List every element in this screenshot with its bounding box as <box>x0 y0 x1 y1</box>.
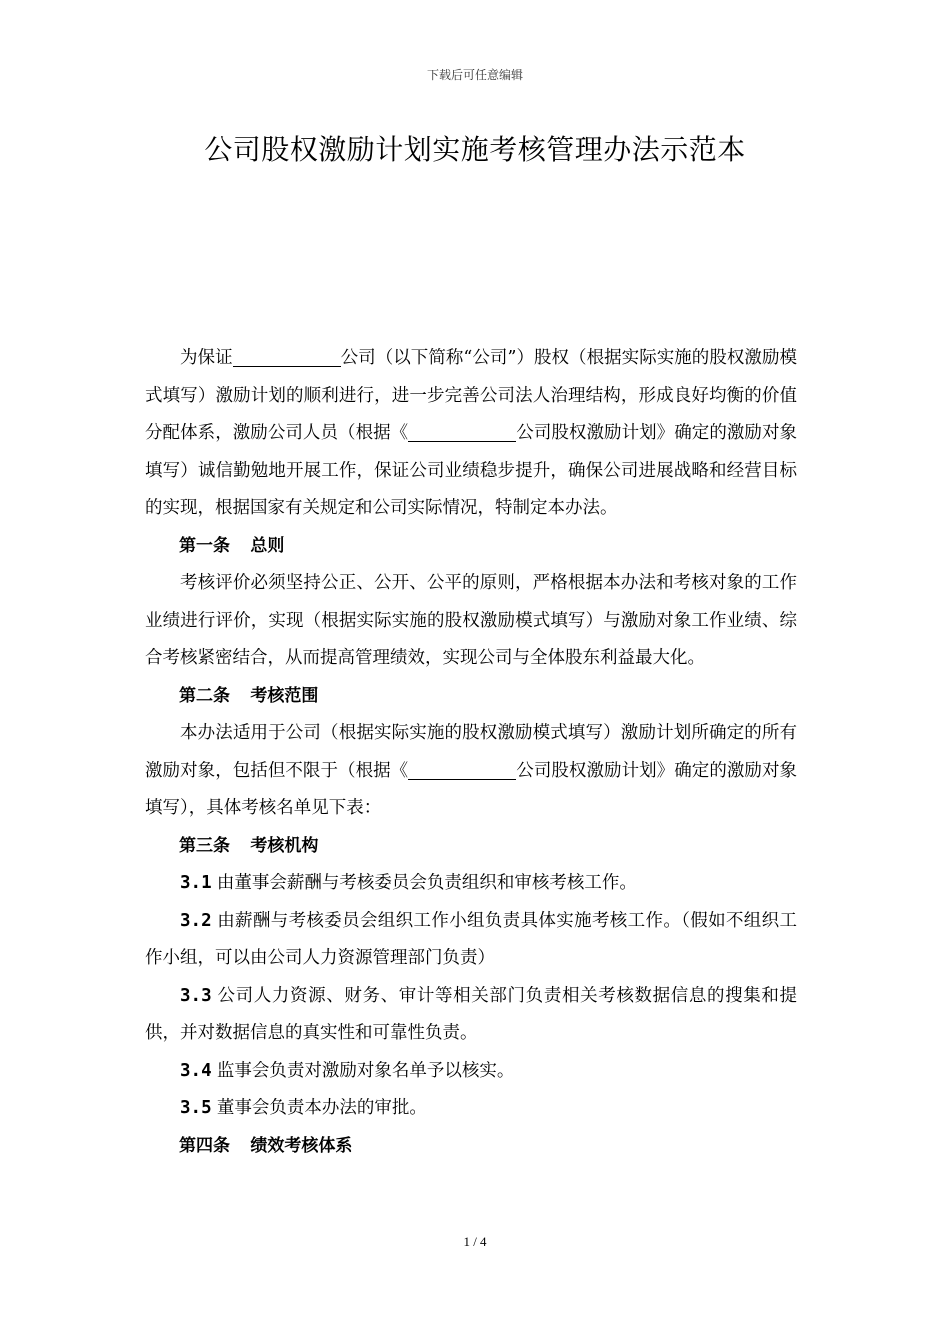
article-3-item-text: 董事会负责本办法的审批。 <box>216 1098 427 1118</box>
article-1-label: 第一条 <box>179 535 230 556</box>
article-3-item-number: 3.3 <box>180 985 212 1006</box>
article-4-heading <box>145 1128 797 1166</box>
article-3-heading <box>145 828 797 866</box>
article-3-item-text: 公司人力资源、财务、审计等相关部门负责相关考核数据信息的搜集和提供，并对数据信息的真实性和可靠性负责。 <box>145 985 797 1043</box>
document-body <box>145 340 797 1165</box>
article-4-label: 第四条 <box>179 1135 230 1156</box>
article-3-item-text: 监事会负责对激励对象名单予以核实。 <box>216 1060 515 1081</box>
article-3-item <box>145 1090 797 1128</box>
page-number: 1 / 4 <box>463 1234 487 1249</box>
company-name-blank <box>233 347 341 367</box>
article-2-text-1: 本办法适用于公司（根据实际实施的股权激励模式填写）激励计划所确定的所有激励对象，包括但不限于（根据《 <box>145 723 797 781</box>
article-3-item <box>145 978 797 1053</box>
article-4-title: 绩效考核体系 <box>250 1135 353 1156</box>
article-3-item <box>145 865 797 903</box>
intro-text-2: 公司（以下简称“公司”）股权（根据实际实施的股权激励模式填写）激励计划的顺利进行，进一步完善公司法人治理结构，形成良好均衡的价值分配体系，激励公司人员（根据《 <box>145 348 797 443</box>
document-title: 公司股权激励计划实施考核管理办法示范本 <box>204 133 746 166</box>
article-3-item-number: 3.2 <box>180 910 212 931</box>
plan-name-blank <box>408 422 516 442</box>
article-1-text: 考核评价必须坚持公正、公开、公平的原则，严格根据本办法和考核对象的工作业绩进行评价，实现（根据实际实施的股权激励模式填写）与激励对象工作业绩、综合考核紧密结合，从而提高管理绩效，实现公司与全体股东利益最大化。 <box>145 573 797 668</box>
header-note: 下载后可任意编辑 <box>426 68 523 82</box>
article-2-text-2: 公司股权激励计划》确定的激励对象填写），具体考核名单见下表： <box>145 760 798 818</box>
intro-text-1: 为保证 <box>180 348 233 368</box>
article-3-item-number: 3.1 <box>180 873 212 893</box>
article-3-item <box>145 1053 797 1091</box>
article-3-title: 考核机构 <box>250 835 319 856</box>
article-3-item-text: 由薪酬与考核委员会组织工作小组负责具体实施考核工作。（假如不组织工作小组，可以由公司人力资源管理部门负责） <box>145 910 797 968</box>
article-3-label: 第三条 <box>179 835 230 856</box>
article-3-item-number: 3.4 <box>180 1060 212 1081</box>
article-1-heading <box>145 528 797 566</box>
article-3-item <box>145 903 797 978</box>
article-2-label: 第二条 <box>179 685 230 706</box>
article-2-heading <box>145 678 797 716</box>
article-2-title: 考核范围 <box>250 685 319 706</box>
article-2-text <box>145 715 797 828</box>
article-1-title: 总则 <box>250 535 285 556</box>
article-3-item-text: 由董事会薪酬与考核委员会负责组织和审核考核工作。 <box>216 873 637 893</box>
intro-text-3: 公司股权激励计划》确定的激励对象填写）诚信勤勉地开展工作，保证公司业绩稳步提升，确保公司进展战略和经营目标的实现，根据国家有关规定和公司实际情况，特制定本办法。 <box>145 423 798 518</box>
article-3-item-number: 3.5 <box>180 1098 212 1118</box>
intro-paragraph <box>145 340 797 528</box>
plan-name-blank-2 <box>408 760 516 780</box>
